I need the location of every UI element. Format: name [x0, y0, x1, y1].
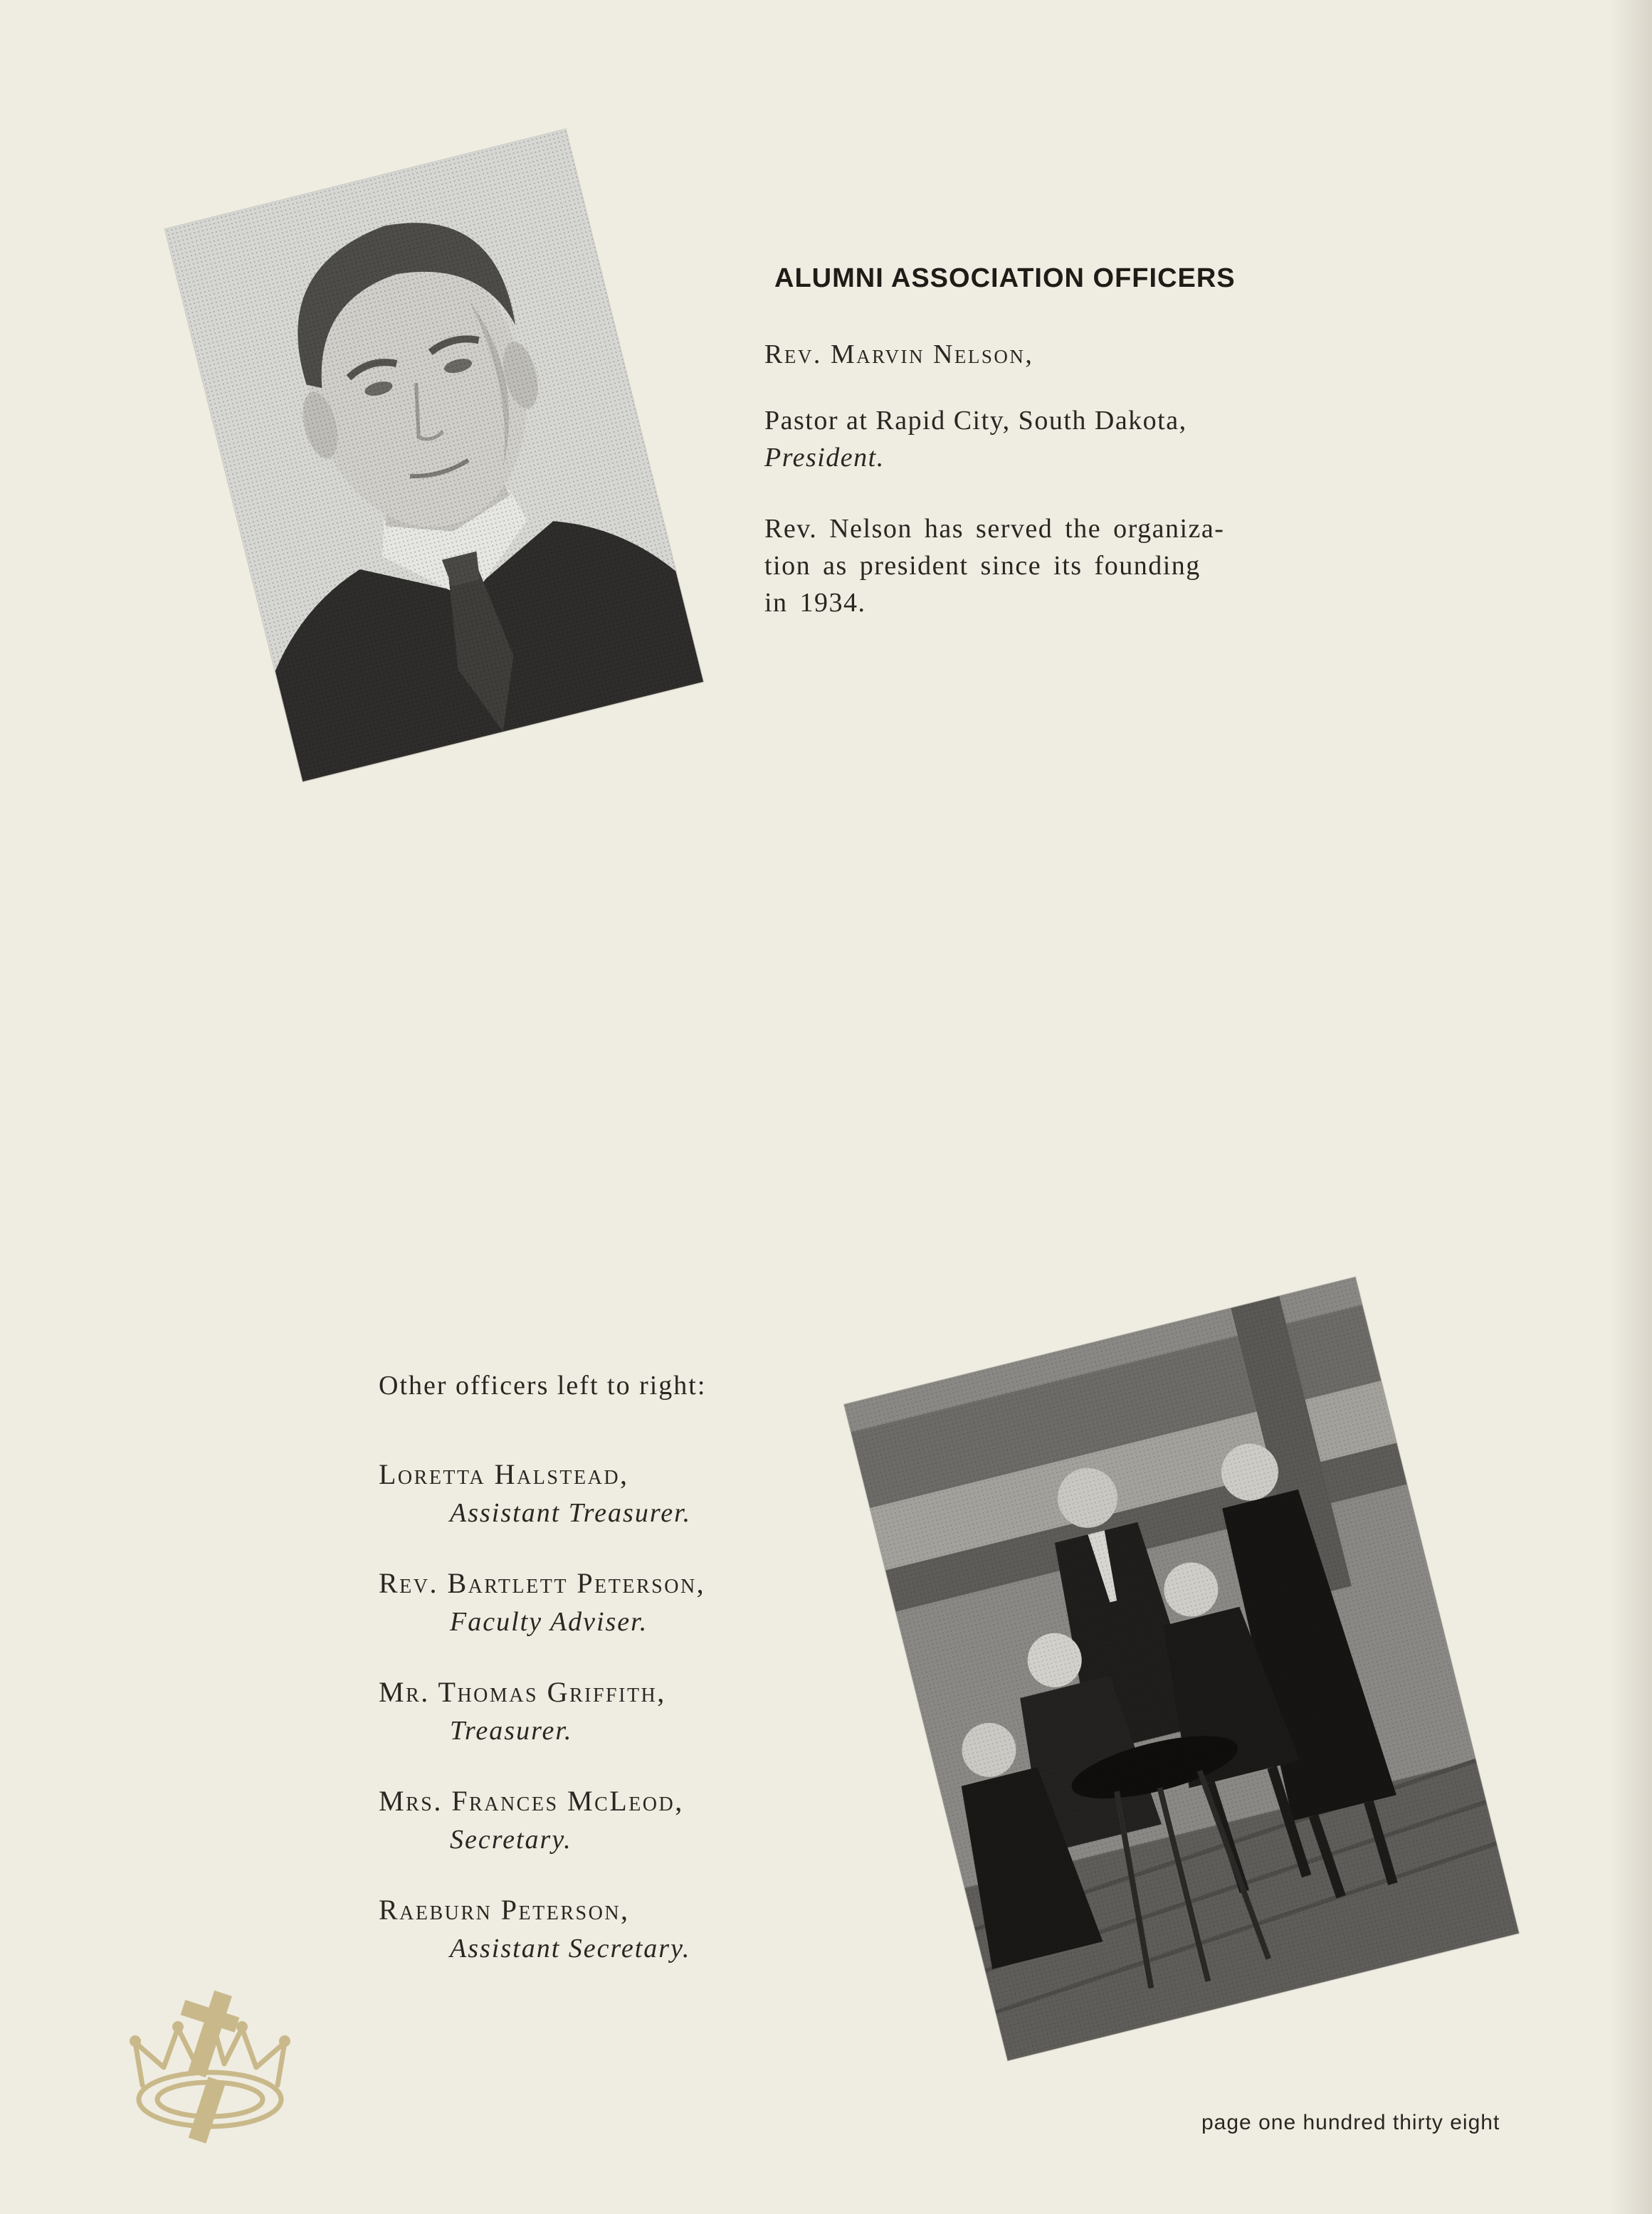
officer-entry — [379, 1892, 877, 1968]
officer-role: Treasurer. — [450, 1716, 573, 1746]
page-edge-shadow — [1609, 0, 1652, 2214]
president-bio-line: in 1934. — [764, 588, 866, 618]
crown-cross-emblem — [121, 1986, 299, 2149]
president-name-block — [764, 336, 1305, 373]
page-number: page one hundred thirty eight — [1201, 2111, 1500, 2134]
officer-role: Secretary. — [450, 1825, 572, 1855]
other-officers-intro: Other officers left to right: — [379, 1371, 707, 1401]
officer-role: Assistant Treasurer. — [450, 1498, 692, 1528]
officer-entry — [379, 1565, 877, 1642]
officer-role: Assistant Secretary. — [450, 1934, 691, 1963]
president-name: Rev. Marvin Nelson, — [764, 339, 1034, 369]
group-image — [844, 1277, 1519, 2061]
president-position-line: Pastor at Rapid City, South Dakota, — [764, 406, 1187, 436]
officer-name: Mrs. Frances McLeod, — [379, 1785, 684, 1817]
officer-entry — [379, 1674, 877, 1751]
portrait-image — [165, 130, 703, 782]
section-title: ALUMNI ASSOCIATION OFFICERS — [774, 263, 1236, 293]
officer-entry — [379, 1456, 877, 1533]
officer-name: Mr. Thomas Griffith, — [379, 1676, 666, 1708]
officers-group-photo — [844, 1277, 1519, 2061]
officer-name: Raeburn Peterson, — [379, 1894, 630, 1926]
officer-role: Faculty Adviser. — [450, 1607, 648, 1637]
president-bio-line: tion as president since its founding — [764, 551, 1201, 581]
officer-name: Loretta Halstead, — [379, 1458, 629, 1490]
president-bio-line: Rev. Nelson has served the organiza- — [764, 514, 1225, 544]
president-portrait-photo — [165, 130, 703, 782]
officer-entry — [379, 1783, 877, 1860]
president-position-block — [764, 402, 1305, 476]
officer-name: Rev. Bartlett Peterson, — [379, 1567, 706, 1599]
president-bio — [764, 510, 1307, 621]
president-title: President. — [764, 443, 885, 473]
